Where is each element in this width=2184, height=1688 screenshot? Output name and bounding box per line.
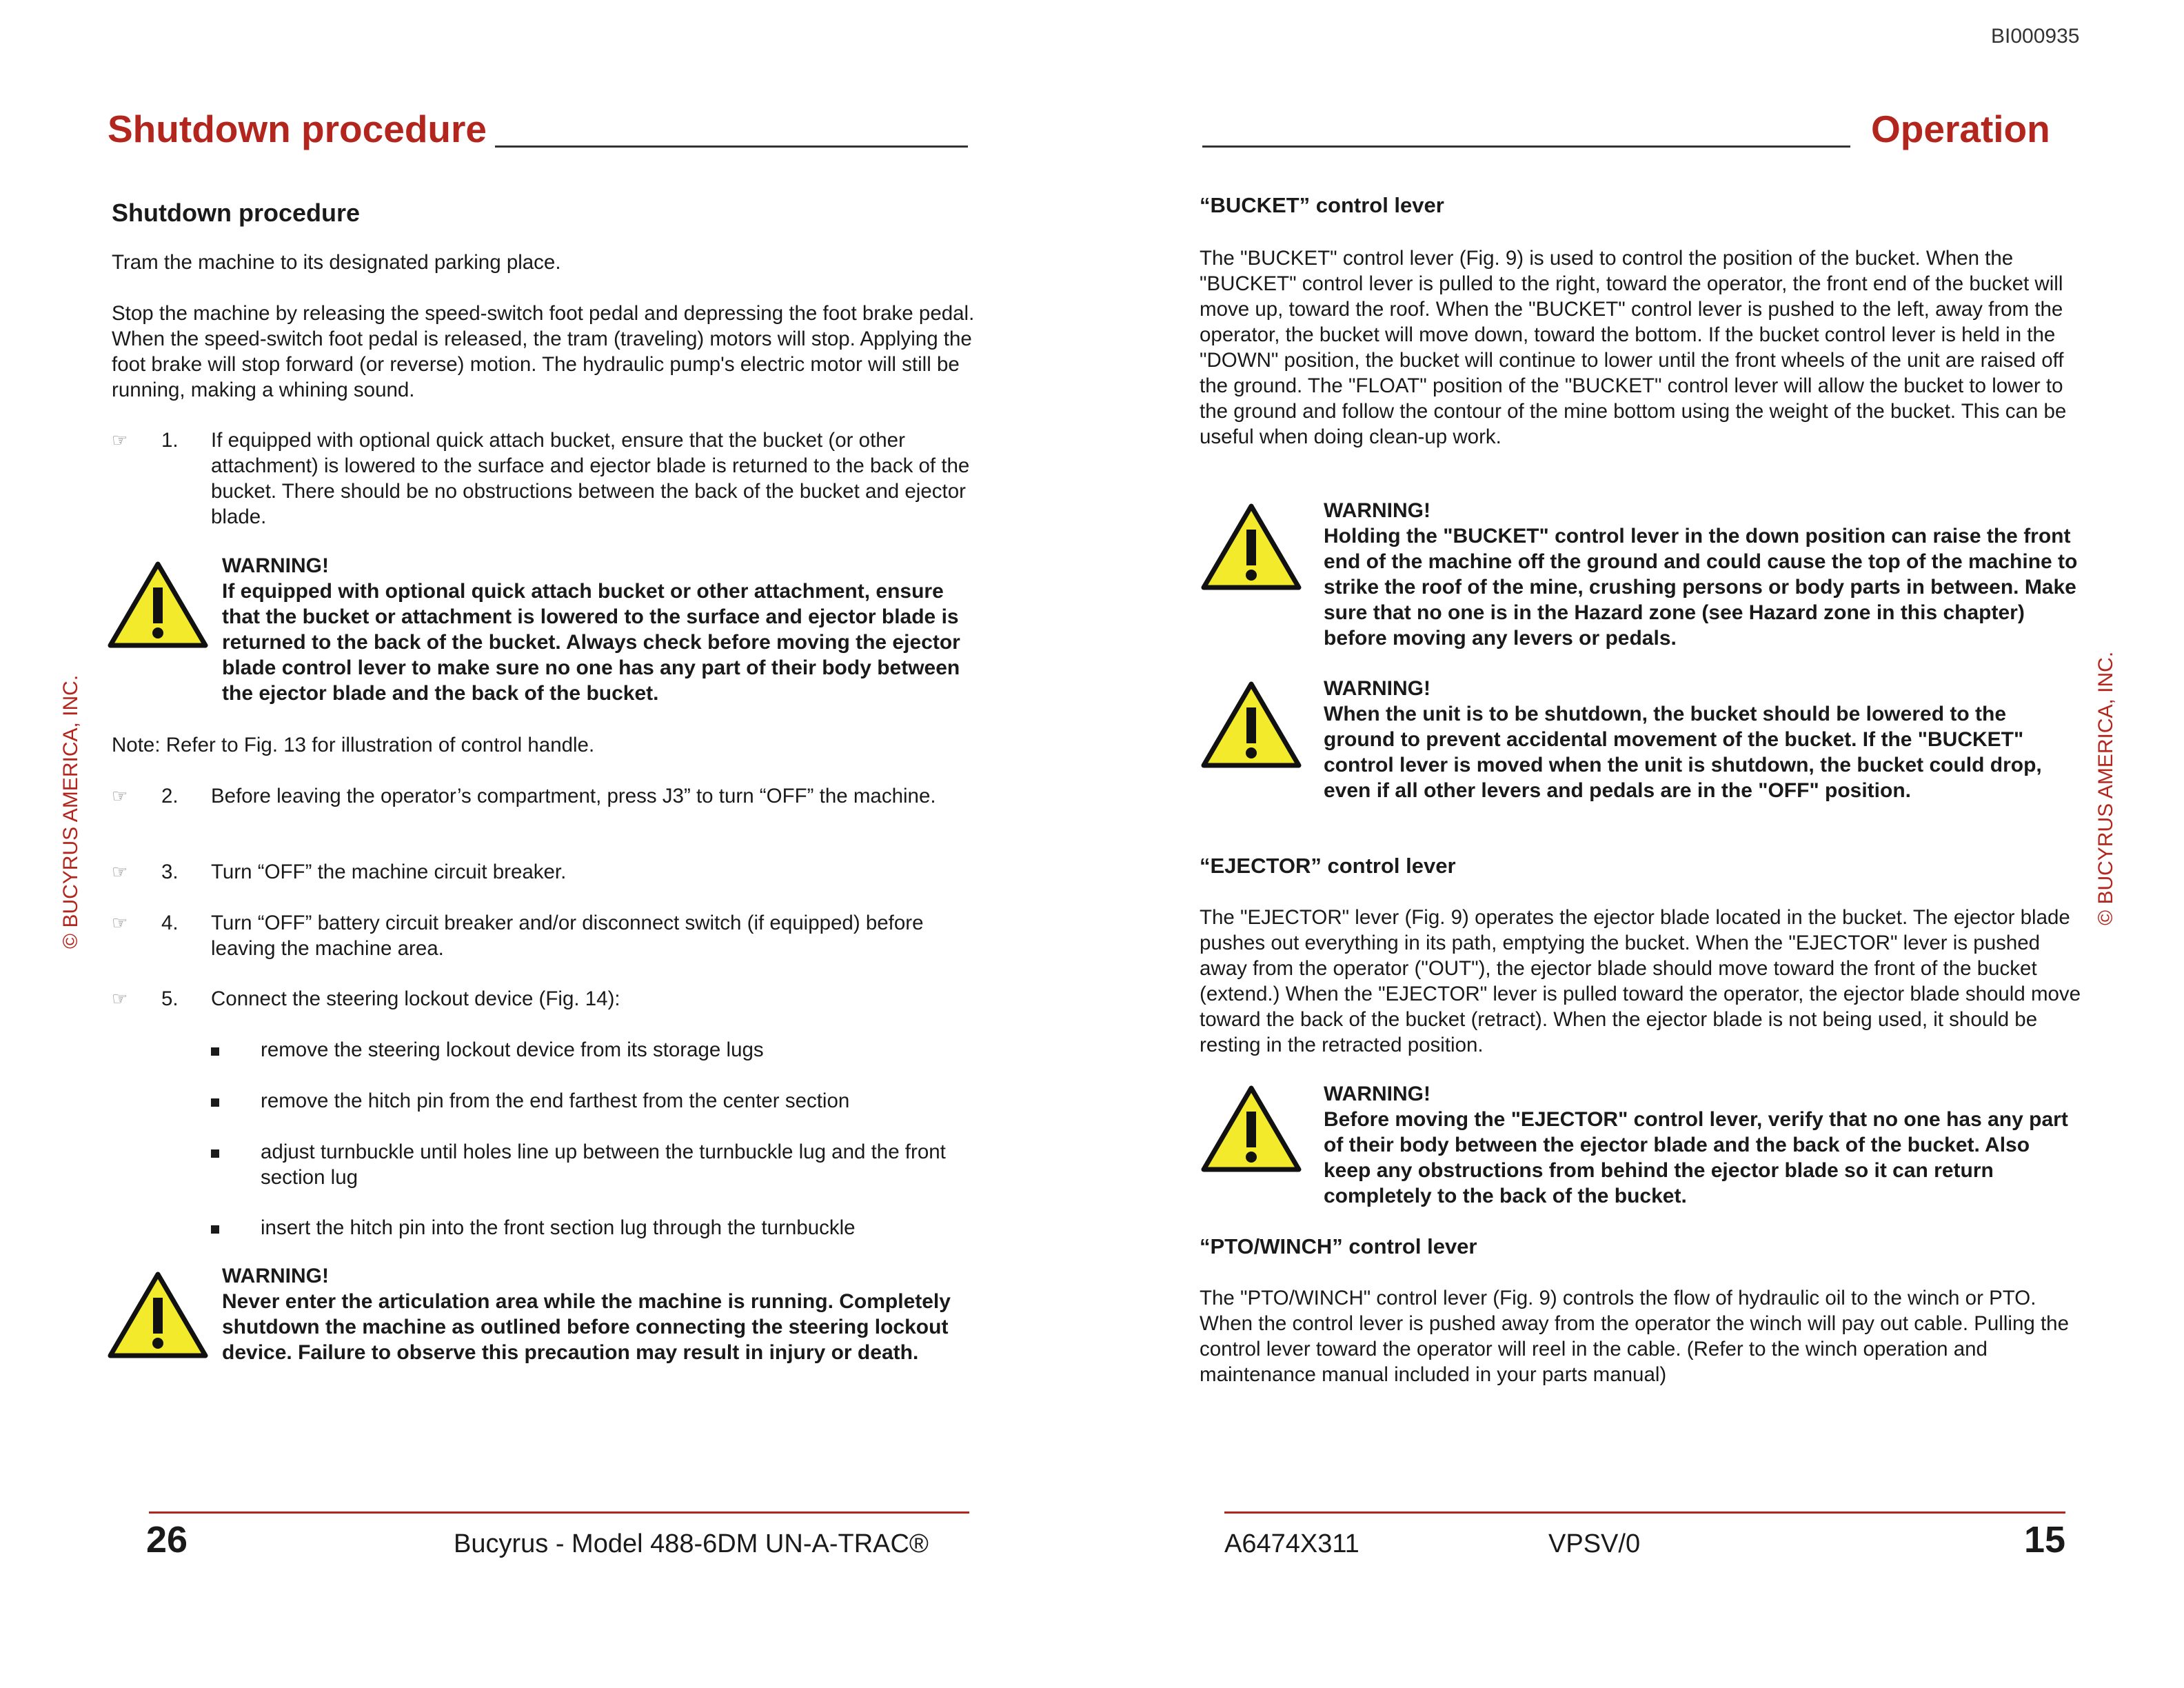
warning-block bbox=[1324, 498, 2082, 651]
square-bullet-icon bbox=[211, 1149, 219, 1158]
bullet-text: adjust turnbuckle until holes line up between the turnbuckle lug and the front section lug bbox=[261, 1141, 946, 1189]
step-text: Turn “OFF” the machine circuit breaker. bbox=[211, 861, 567, 883]
right-header-rule bbox=[1202, 145, 1850, 148]
pointing-hand-icon: ☞ bbox=[112, 861, 128, 882]
pointing-hand-icon: ☞ bbox=[112, 430, 128, 450]
step-number: 5. bbox=[161, 987, 179, 1010]
left-copyright-notice: © BUCYRUS AMERICA, INC. bbox=[59, 674, 82, 949]
pto-winch-lever-text: The "PTO/WINCH" control lever (Fig. 9) controls the flow of hydraulic oil to the winch or PTO. When the control lever is pushed away from the operator the winch will pay out cable. Pulling the control lever toward the operator will reel in the cable. (Refer to the winch operation and maintenance manual included in your parts manual) bbox=[1200, 1287, 2069, 1386]
right-page-number: 15 bbox=[2024, 1519, 2066, 1560]
warning-text: If equipped with optional quick attach bucket or other attachment, ensure that the bucket or attachment is lowered to the surface and ejector blade is returned to the back of the bucket. Always check before moving the ejector blade control lever to make sure no one has any part of their body between the ejector blade and the back of the bucket. bbox=[222, 580, 960, 705]
right-footer-revision: VPSV/0 bbox=[1548, 1529, 1641, 1558]
left-footer-model: Bucyrus - Model 488-6DM UN-A-TRAC® bbox=[454, 1529, 929, 1558]
warning-text: Before moving the "EJECTOR" control lever, verify that no one has any part of their body between the ejector blade and the back of the bucket. Also keep any obstructions from behind the ejector blade so it can return completely to the back of the bucket. bbox=[1324, 1108, 2068, 1207]
warning-text: Never enter the articulation area while the machine is running. Completely shutdown the machine as outlined before connecting the steering lockout device. Failure to observe this precaution may result in injury or death. bbox=[222, 1290, 951, 1364]
step-number: 4. bbox=[161, 912, 179, 934]
step-text: If equipped with optional quick attach bucket, ensure that the bucket (or other attachment) is lowered to the surface and ejector blade is returned to the back of the bucket. There should be no obstructions between the back of the bucket and ejector blade. bbox=[211, 429, 970, 528]
warning-triangle-icon bbox=[1200, 680, 1303, 770]
warning-triangle-icon bbox=[106, 560, 210, 650]
ejector-lever-heading: “EJECTOR” control lever bbox=[1200, 854, 1456, 878]
left-header-rule bbox=[495, 145, 968, 148]
bucket-lever-heading: “BUCKET” control lever bbox=[1200, 193, 1444, 217]
warning-title: WARNING! bbox=[222, 1265, 329, 1287]
ejector-lever-text: The "EJECTOR" lever (Fig. 9) operates the ejector blade located in the bucket. The ejector blade pushes out everything in its path, emptying the bucket. When the "EJECTOR" lever is pushed away from the operator ("OUT"), the ejector blade should move toward the front of the bucket (extend.) When the "EJECTOR" lever is pulled toward the operator, the ejector blade should move toward the back of the bucket (retract). When the ejector blade is not being used, it should be resting in the retracted position. bbox=[1200, 906, 2081, 1056]
warning-triangle-icon bbox=[106, 1270, 210, 1360]
warning-title: WARNING! bbox=[1324, 677, 1430, 700]
square-bullet-icon bbox=[211, 1047, 219, 1056]
step-text: Connect the steering lockout device (Fig. 14): bbox=[211, 987, 620, 1010]
warning-block bbox=[1324, 676, 2082, 803]
step-text: Before leaving the operator’s compartment, press J3” to turn “OFF” the machine. bbox=[211, 785, 936, 807]
square-bullet-icon bbox=[211, 1098, 219, 1107]
step-number: 1. bbox=[161, 429, 179, 452]
bullet-text: remove the steering lockout device from its storage lugs bbox=[261, 1038, 764, 1061]
left-footer-rule bbox=[149, 1511, 969, 1514]
right-page-title: Operation bbox=[1871, 108, 2050, 150]
intro-paragraph: Tram the machine to its designated parking place. bbox=[112, 251, 561, 274]
warning-text: When the unit is to be shutdown, the bucket should be lowered to the ground to prevent accidental movement of the bucket. If the "BUCKET" control lever is moved when the unit is shutdown, the bucket could drop, even if all other levers and pedals are in the "OFF" position. bbox=[1324, 703, 2042, 802]
warning-title: WARNING! bbox=[222, 554, 329, 577]
step-text: Turn “OFF” battery circuit breaker and/or disconnect switch (if equipped) before leaving the machine area. bbox=[211, 912, 924, 960]
right-copyright-notice: © BUCYRUS AMERICA, INC. bbox=[2094, 651, 2117, 925]
pointing-hand-icon: ☞ bbox=[112, 988, 128, 1009]
step-number: 3. bbox=[161, 861, 179, 883]
square-bullet-icon bbox=[211, 1225, 219, 1234]
warning-block bbox=[222, 1263, 987, 1365]
bullet-text: insert the hitch pin into the front section lug through the turnbuckle bbox=[261, 1216, 856, 1239]
bullet-text: remove the hitch pin from the end farthest from the center section bbox=[261, 1089, 850, 1112]
warning-title: WARNING! bbox=[1324, 1083, 1430, 1105]
pointing-hand-icon: ☞ bbox=[112, 912, 128, 933]
section-heading: Shutdown procedure bbox=[112, 199, 360, 227]
warning-block bbox=[1324, 1081, 2082, 1209]
warning-text: Holding the "BUCKET" control lever in the down position can raise the front end of the machine off the ground and could cause the top of the machine to strike the roof of the mine, crushing persons or body parts in between. Make sure that no one is in the Hazard zone (see Hazard zone in this chapter) before moving any levers or pedals. bbox=[1324, 525, 2078, 650]
warning-triangle-icon bbox=[1200, 1084, 1303, 1174]
right-footer-code: A6474X311 bbox=[1224, 1529, 1359, 1558]
document-id: BI000935 bbox=[1991, 25, 2080, 48]
bucket-lever-text: The "BUCKET" control lever (Fig. 9) is used to control the position of the bucket. When the "BUCKET" control lever is pulled to the right, toward the operator, the front end of the bucket will move up, toward the roof. When the "BUCKET" control lever is pushed to the left, away from the operator, the bucket will move down, toward the bottom. If the bucket control lever is held in the "DOWN" position, the bucket will continue to lower until the front wheels of the unit are raised off the ground. The "FLOAT" position of the "BUCKET" control lever will allow the bucket to lower to the ground and follow the contour of the mine bottom using the weight of the bucket. This can be useful when doing clean-up work. bbox=[1200, 247, 2067, 448]
stop-paragraph: Stop the machine by releasing the speed-switch foot pedal and depressing the foot brake pedal. When the speed-switch foot pedal is released, the tram (traveling) motors will stop. Applying the foot brake will stop forward (or reverse) motion. The hydraulic pump's electric motor will still be running, making a whining sound. bbox=[112, 302, 975, 401]
pto-winch-lever-heading: “PTO/WINCH” control lever bbox=[1200, 1234, 1477, 1258]
right-footer-rule bbox=[1224, 1511, 2065, 1514]
left-page-title: Shutdown procedure bbox=[108, 108, 487, 150]
pointing-hand-icon: ☞ bbox=[112, 785, 128, 806]
warning-title: WARNING! bbox=[1324, 499, 1430, 522]
left-page-number: 26 bbox=[146, 1519, 188, 1560]
warning-triangle-icon bbox=[1200, 502, 1303, 592]
step-number: 2. bbox=[161, 785, 179, 807]
note-text: Note: Refer to Fig. 13 for illustration of control handle. bbox=[112, 734, 595, 756]
warning-block bbox=[222, 553, 987, 706]
